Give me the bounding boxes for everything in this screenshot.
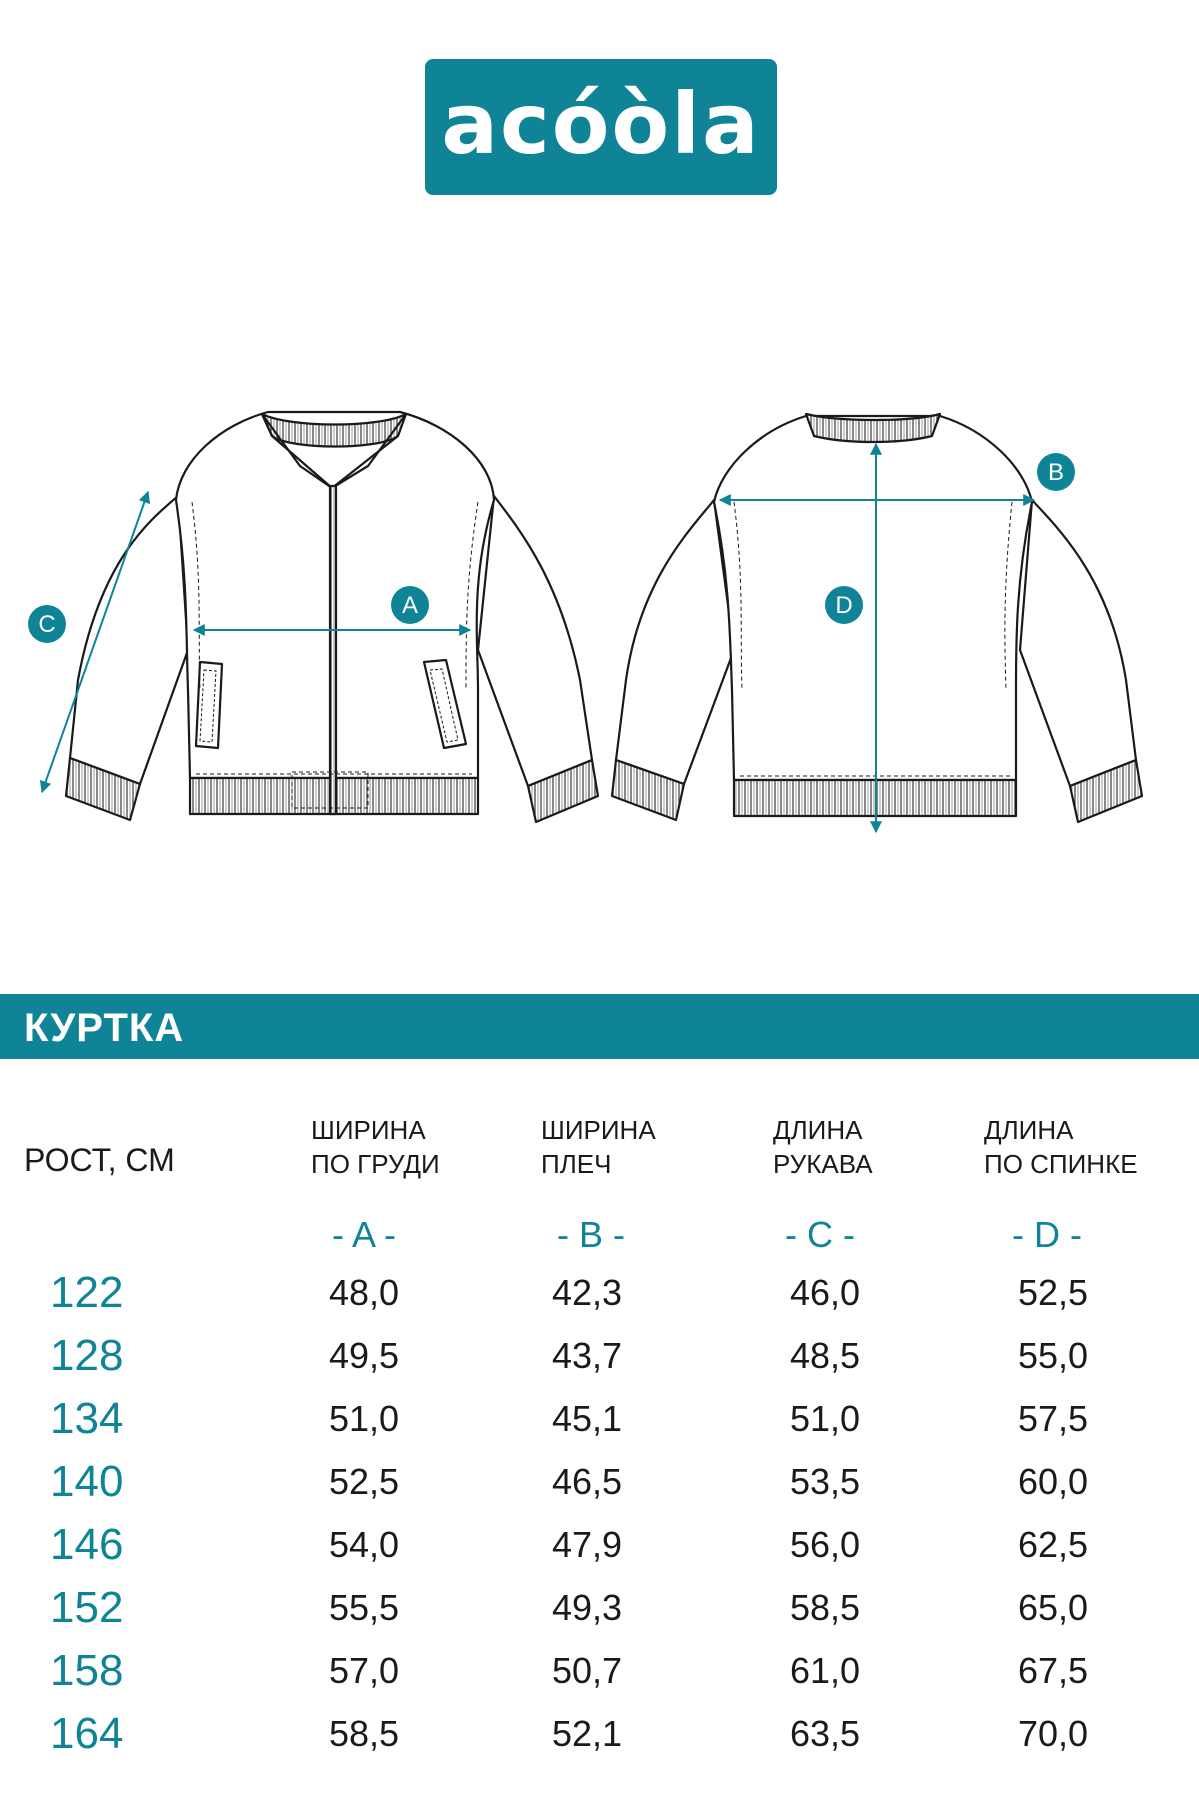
cell-d: 67,5 xyxy=(1017,1650,1089,1691)
row-size: 164 xyxy=(50,1709,124,1758)
cell-c: 61,0 xyxy=(789,1650,861,1691)
row-size: 140 xyxy=(50,1457,124,1506)
svg-text:D: D xyxy=(835,592,853,619)
cell-d: 62,5 xyxy=(1017,1524,1089,1565)
cell-b: 46,5 xyxy=(551,1461,623,1502)
column-header-line2: РУКАВА xyxy=(773,1149,873,1179)
row-size: 134 xyxy=(50,1394,124,1443)
cell-c: 63,5 xyxy=(789,1713,861,1754)
jacket-front xyxy=(66,412,598,822)
cell-a: 51,0 xyxy=(328,1398,400,1439)
cell-a: 58,5 xyxy=(328,1713,400,1754)
cell-d: 55,0 xyxy=(1017,1335,1089,1376)
table-row xyxy=(0,1520,1199,1580)
cell-b: 52,1 xyxy=(551,1713,623,1754)
column-code-b: - B - xyxy=(557,1214,625,1255)
section-title: КУРТКА xyxy=(24,1006,185,1050)
cell-b: 50,7 xyxy=(551,1650,623,1691)
cell-b: 47,9 xyxy=(551,1524,623,1565)
table-row xyxy=(0,1394,1199,1454)
cell-b: 49,3 xyxy=(551,1587,623,1628)
cell-a: 55,5 xyxy=(328,1587,400,1628)
cell-a: 54,0 xyxy=(328,1524,400,1565)
row-size: 128 xyxy=(50,1331,124,1380)
column-code-d: - D - xyxy=(1012,1214,1082,1255)
cell-c: 53,5 xyxy=(789,1461,861,1502)
marker-b xyxy=(1037,453,1075,491)
section-banner xyxy=(0,994,1199,1059)
table-row xyxy=(0,1646,1199,1706)
height-header: РОСТ, СМ xyxy=(24,1142,175,1178)
cell-d: 57,5 xyxy=(1017,1398,1089,1439)
cell-c: 58,5 xyxy=(789,1587,861,1628)
cell-a: 57,0 xyxy=(328,1650,400,1691)
cell-c: 56,0 xyxy=(789,1524,861,1565)
column-header-line2: ПО СПИНКЕ xyxy=(984,1149,1138,1179)
row-size: 158 xyxy=(50,1646,124,1695)
column-code-a: - A - xyxy=(331,1214,397,1255)
column-header-line2: ПО ГРУДИ xyxy=(311,1149,440,1179)
cell-a: 48,0 xyxy=(328,1272,400,1313)
cell-d: 65,0 xyxy=(1017,1587,1089,1628)
column-header-a xyxy=(311,1113,440,1181)
column-header-line1: ДЛИНА xyxy=(984,1115,1074,1145)
cell-c: 46,0 xyxy=(789,1272,861,1313)
column-header-line1: ШИРИНА xyxy=(541,1115,656,1145)
marker-c xyxy=(28,605,66,643)
cell-d: 70,0 xyxy=(1017,1713,1089,1754)
table-row xyxy=(0,1457,1199,1517)
row-size: 152 xyxy=(50,1583,124,1632)
cell-a: 52,5 xyxy=(328,1461,400,1502)
cell-b: 42,3 xyxy=(551,1272,623,1313)
column-header-line2: ПЛЕЧ xyxy=(541,1149,612,1179)
cell-c: 51,0 xyxy=(789,1398,861,1439)
row-size: 146 xyxy=(50,1520,124,1569)
table-row xyxy=(0,1709,1199,1769)
cell-d: 52,5 xyxy=(1017,1272,1089,1313)
svg-text:B: B xyxy=(1047,459,1065,486)
cell-b: 43,7 xyxy=(551,1335,623,1376)
table-row xyxy=(0,1583,1199,1643)
table-row xyxy=(0,1268,1199,1328)
svg-text:C: C xyxy=(38,611,56,638)
column-header-line1: ШИРИНА xyxy=(311,1115,426,1145)
jacket-diagram xyxy=(0,380,1199,860)
brand-logo xyxy=(425,59,777,195)
column-header-b xyxy=(541,1113,656,1181)
marker-d xyxy=(825,586,863,624)
cell-b: 45,1 xyxy=(551,1398,623,1439)
column-code-c: - C - xyxy=(785,1214,855,1255)
column-header-line1: ДЛИНА xyxy=(773,1115,863,1145)
row-size: 122 xyxy=(50,1268,124,1317)
logo-text: acóòla xyxy=(441,75,761,173)
table-row xyxy=(0,1331,1199,1391)
cell-a: 49,5 xyxy=(328,1335,400,1376)
column-header-d xyxy=(984,1113,1138,1181)
column-header-c xyxy=(773,1113,873,1181)
cell-c: 48,5 xyxy=(789,1335,861,1376)
svg-text:A: A xyxy=(401,592,419,619)
cell-d: 60,0 xyxy=(1017,1461,1089,1502)
marker-a xyxy=(391,586,429,624)
